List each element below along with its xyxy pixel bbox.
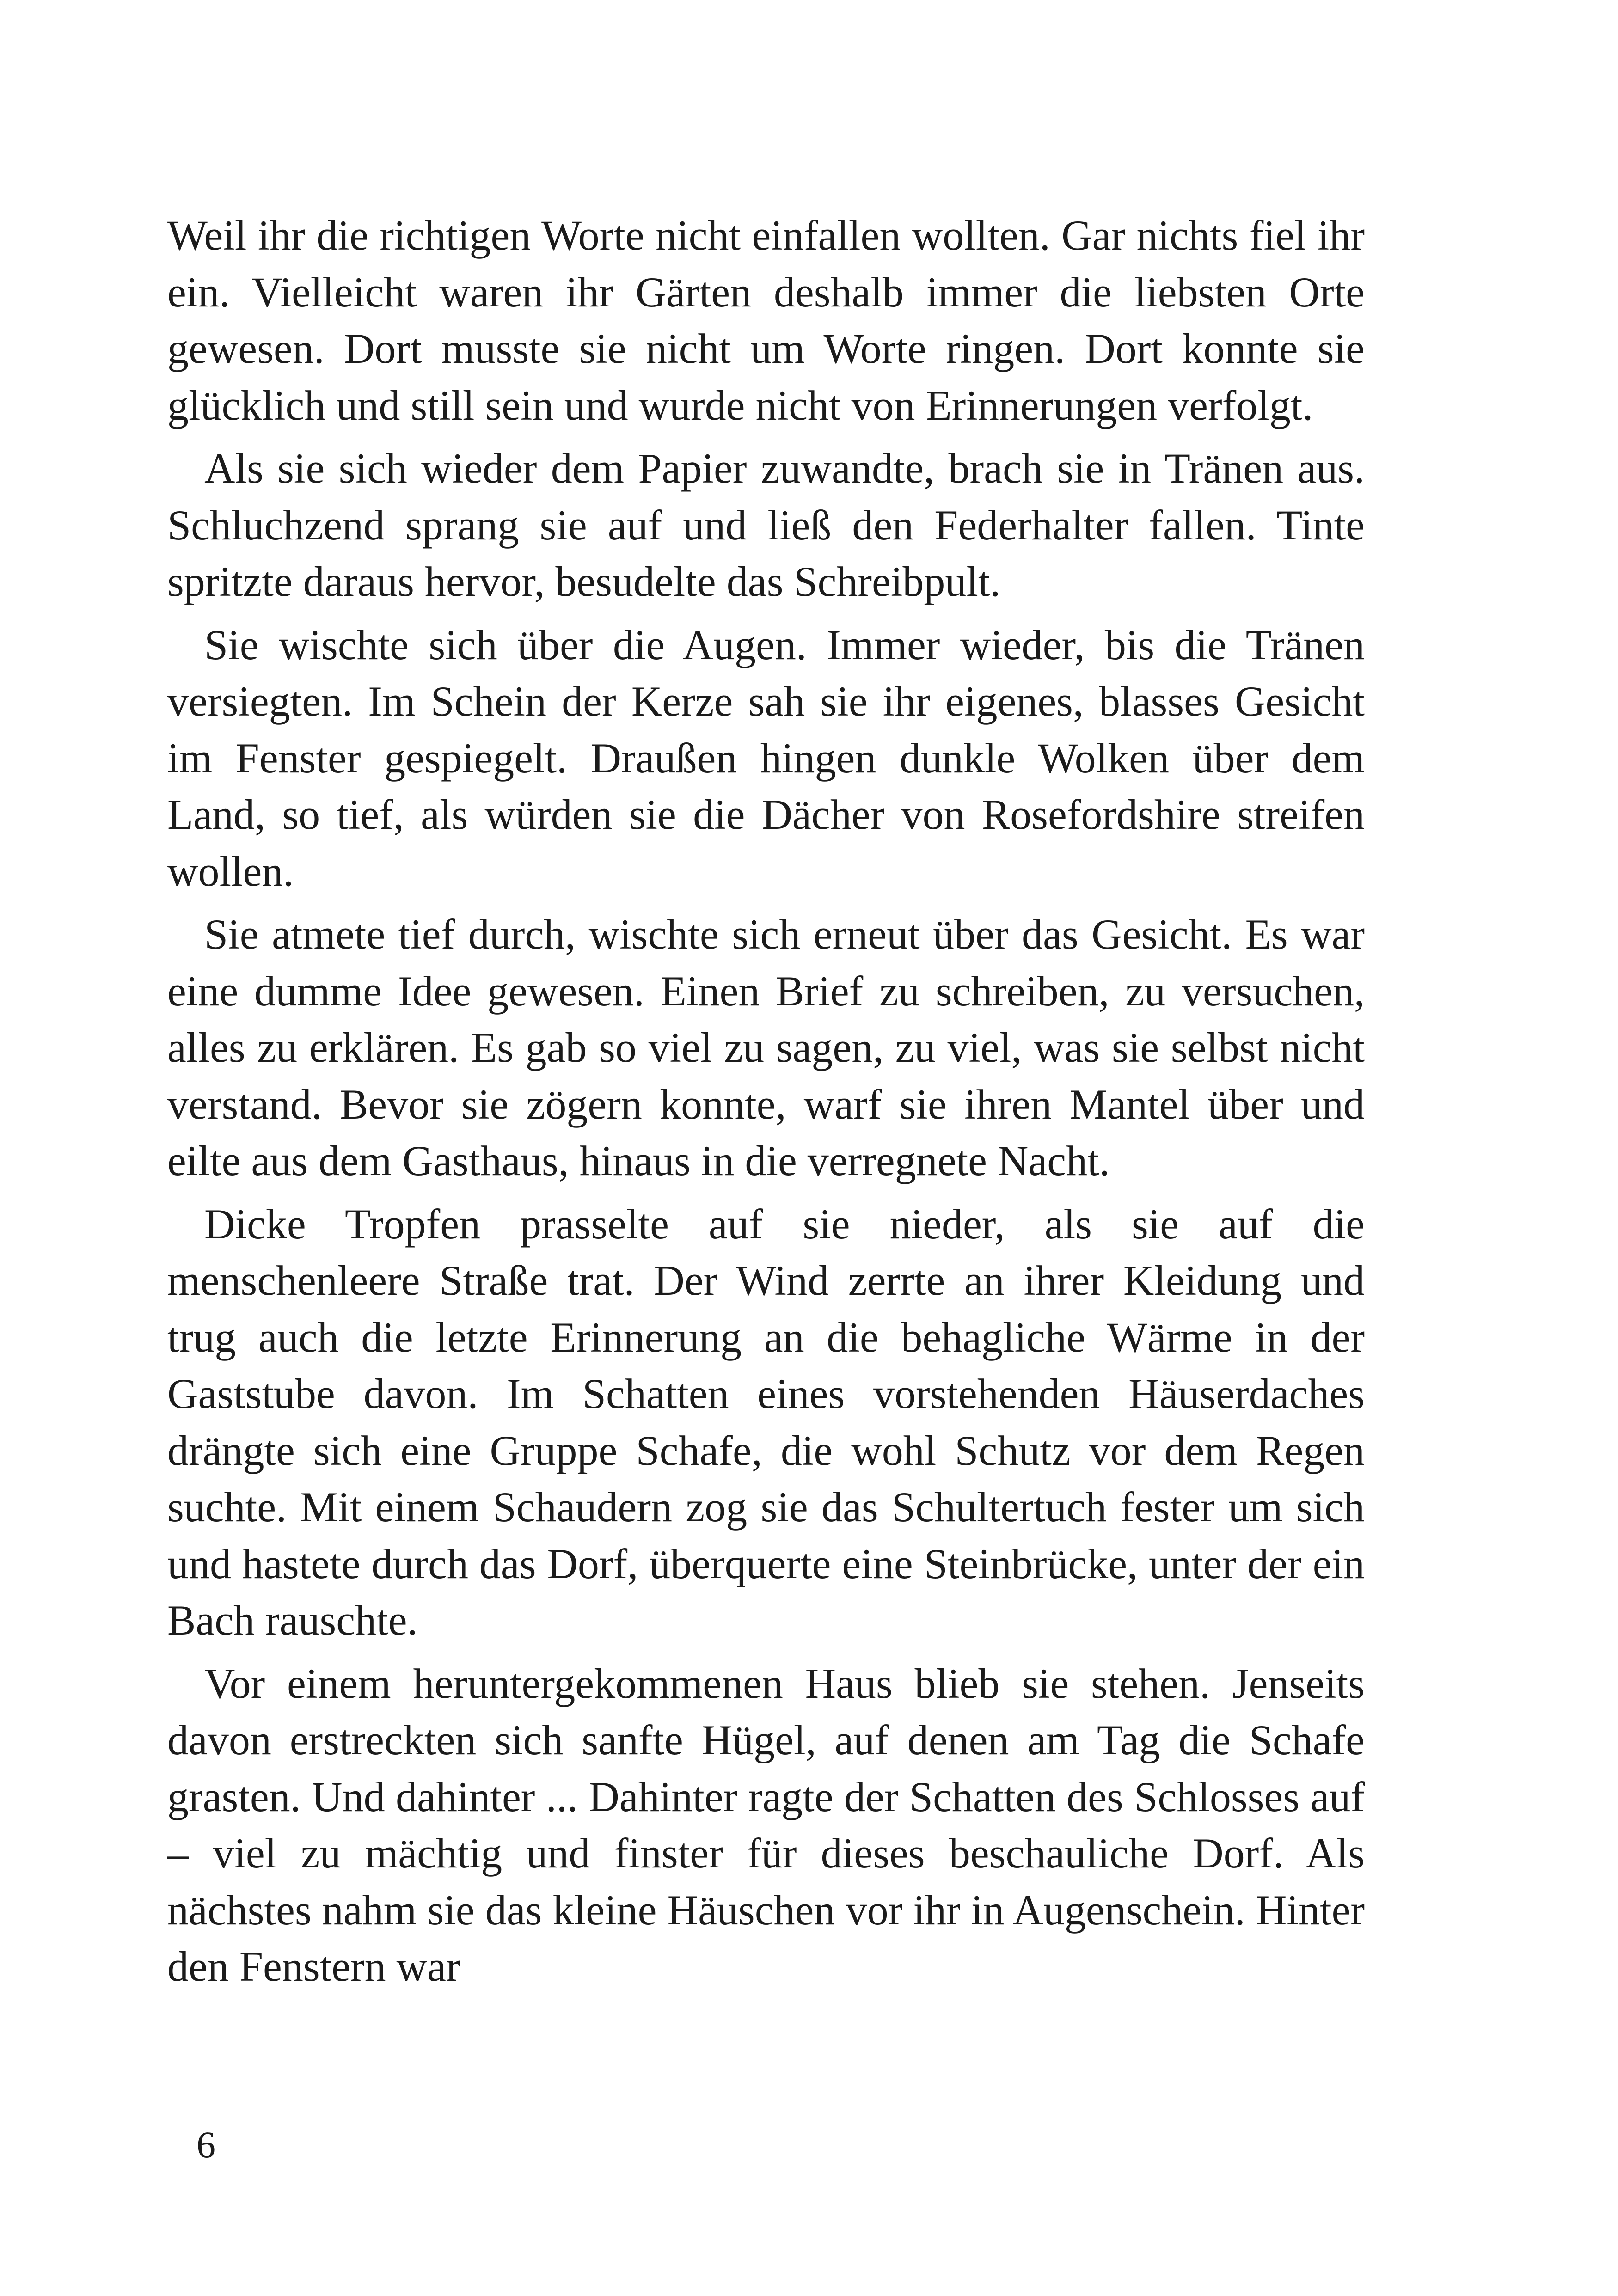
paragraph-5: Dicke Tropfen prasselte auf sie nieder, als sie auf die menschenleere Straße trat. Der Wind zerrte an ihrer Kleidung und trug auch die letzte Erinnerung an die behagliche Wärme in der Gaststube davon. Im Schatten eines vorstehenden Häuserdaches drängte sich eine Gruppe Schafe, die wohl Schutz vor dem Regen suchte. Mit einem Schaudern zog sie das Schultertuch fester um sich und hastete durch das Dorf, überquerte eine Steinbrücke, unter der ein Bach rauschte. bbox=[167, 1200, 1365, 1644]
paragraph-4: Sie atmete tief durch, wischte sich erneut über das Gesicht. Es war eine dumme Idee gewesen. Einen Brief zu schreiben, zu versuchen, alles zu erklären. Es gab so viel zu sagen, zu viel, was sie selbst nicht verstand. Bevor sie zögern konnte, warf sie ihren Mantel über und eilte aus dem Gasthaus, hinaus in die verregnete Nacht. bbox=[167, 911, 1365, 1184]
paragraph-1: Weil ihr die richtigen Worte nicht einfallen wollten. Gar nichts fiel ihr ein. Vielleicht waren ihr Gärten deshalb immer die liebsten Orte gewesen. Dort musste sie nicht um Worte ringen. Dort konnte sie glücklich und still sein und wurde nicht von Erinnerungen verfolgt. bbox=[167, 212, 1365, 429]
body-text bbox=[167, 207, 1365, 1995]
paragraph-6: Vor einem heruntergekommenen Haus blieb sie stehen. Jenseits davon erstreckten sich sanfte Hügel, auf denen am Tag die Schafe grasten. Und dahinter ... Dahinter ragte der Schatten des Schlosses auf – viel zu mächtig und finster für dieses beschauliche Dorf. Als nächstes nahm sie das kleine Häuschen vor ihr in Augenschein. Hinter den Fenstern war bbox=[167, 1659, 1365, 1990]
paragraph-2: Als sie sich wieder dem Papier zuwandte, brach sie in Tränen aus. Schluchzend sprang sie auf und ließ den Federhalter fallen. Tinte spritzte daraus hervor, besudelte das Schreibpult. bbox=[167, 445, 1365, 605]
page-number: 6 bbox=[196, 2124, 215, 2166]
paragraph-3: Sie wischte sich über die Augen. Immer wieder, bis die Tränen versiegten. Im Schein der Kerze sah sie ihr eigenes, blasses Gesicht im Fenster gespiegelt. Draußen hingen dunkle Wolken über dem Land, so tief, als würden sie die Dächer von Rosefordshire streifen wollen. bbox=[167, 621, 1365, 895]
